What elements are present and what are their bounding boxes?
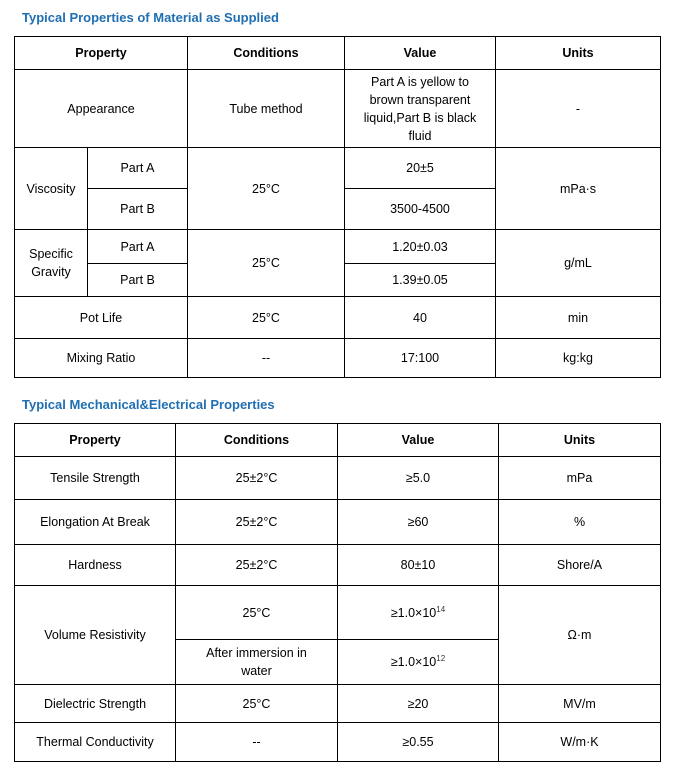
dielectric-property: Dielectric Strength bbox=[15, 685, 176, 723]
volume-resistivity-conditions-1: 25°C bbox=[176, 586, 338, 640]
viscosity-part-a: Part A bbox=[88, 148, 188, 189]
hardness-property: Hardness bbox=[15, 545, 176, 586]
volume-resistivity-conditions-2: After immersion in water bbox=[176, 640, 338, 685]
viscosity-units: mPa·s bbox=[496, 148, 661, 230]
header-property: Property bbox=[15, 424, 176, 457]
value-base: ≥1.0×10 bbox=[390, 655, 437, 669]
volume-resistivity-value-2 bbox=[338, 640, 499, 685]
viscosity-property: Viscosity bbox=[15, 148, 88, 230]
mechanical-section-title: Typical Mechanical&Electrical Properties bbox=[22, 397, 275, 412]
value-exponent: 12 bbox=[436, 653, 446, 663]
thermal-units: W/m·K bbox=[499, 723, 661, 762]
thermal-property: Thermal Conductivity bbox=[15, 723, 176, 762]
appearance-conditions: Tube method bbox=[188, 70, 345, 148]
elongation-conditions: 25±2°C bbox=[176, 500, 338, 545]
viscosity-part-b: Part B bbox=[88, 189, 188, 230]
table-header-row bbox=[15, 424, 661, 457]
specific-gravity-value-a: 1.20±0.03 bbox=[345, 230, 496, 264]
table-row bbox=[15, 586, 661, 640]
table-row bbox=[15, 685, 661, 723]
header-value: Value bbox=[338, 424, 499, 457]
table-row bbox=[15, 70, 661, 148]
hardness-value: 80±10 bbox=[338, 545, 499, 586]
thermal-value: ≥0.55 bbox=[338, 723, 499, 762]
specific-gravity-part-a: Part A bbox=[88, 230, 188, 264]
table-row bbox=[15, 297, 661, 339]
header-conditions: Conditions bbox=[176, 424, 338, 457]
table-row bbox=[15, 723, 661, 762]
table-row bbox=[15, 230, 661, 264]
table-row bbox=[15, 148, 661, 189]
appearance-units: - bbox=[496, 70, 661, 148]
appearance-value: Part A is yellow to brown transparent liquid,Part B is black fluid bbox=[345, 70, 496, 148]
mixing-ratio-property: Mixing Ratio bbox=[15, 339, 188, 378]
thermal-conditions: -- bbox=[176, 723, 338, 762]
mixing-ratio-conditions: -- bbox=[188, 339, 345, 378]
header-units: Units bbox=[499, 424, 661, 457]
dielectric-value: ≥20 bbox=[338, 685, 499, 723]
header-conditions: Conditions bbox=[188, 37, 345, 70]
table-header-row bbox=[15, 37, 661, 70]
specific-gravity-conditions: 25°C bbox=[188, 230, 345, 297]
tensile-value: ≥5.0 bbox=[338, 457, 499, 500]
dielectric-units: MV/m bbox=[499, 685, 661, 723]
elongation-units: % bbox=[499, 500, 661, 545]
volume-resistivity-value-1 bbox=[338, 586, 499, 640]
table-row bbox=[15, 500, 661, 545]
appearance-property: Appearance bbox=[15, 70, 188, 148]
viscosity-value-a: 20±5 bbox=[345, 148, 496, 189]
table-row bbox=[15, 457, 661, 500]
hardness-conditions: 25±2°C bbox=[176, 545, 338, 586]
value-base: ≥1.0×10 bbox=[390, 605, 437, 620]
pot-life-property: Pot Life bbox=[15, 297, 188, 339]
viscosity-value-b: 3500-4500 bbox=[345, 189, 496, 230]
header-units: Units bbox=[496, 37, 661, 70]
tensile-units: mPa bbox=[499, 457, 661, 500]
material-section-title: Typical Properties of Material as Supplied bbox=[22, 10, 279, 25]
viscosity-conditions: 25°C bbox=[188, 148, 345, 230]
tensile-property: Tensile Strength bbox=[15, 457, 176, 500]
specific-gravity-part-b: Part B bbox=[88, 264, 188, 297]
specific-gravity-units: g/mL bbox=[496, 230, 661, 297]
tensile-conditions: 25±2°C bbox=[176, 457, 338, 500]
mixing-ratio-units: kg:kg bbox=[496, 339, 661, 378]
mechanical-electrical-table bbox=[14, 423, 661, 762]
specific-gravity-property: Specific Gravity bbox=[15, 230, 88, 297]
volume-resistivity-property: Volume Resistivity bbox=[15, 586, 176, 685]
volume-resistivity-units: Ω·m bbox=[499, 586, 661, 685]
hardness-units: Shore/A bbox=[499, 545, 661, 586]
elongation-value: ≥60 bbox=[338, 500, 499, 545]
pot-life-value: 40 bbox=[345, 297, 496, 339]
pot-life-units: min bbox=[496, 297, 661, 339]
dielectric-conditions: 25°C bbox=[176, 685, 338, 723]
pot-life-conditions: 25°C bbox=[188, 297, 345, 339]
mixing-ratio-value: 17:100 bbox=[345, 339, 496, 378]
table-row bbox=[15, 339, 661, 378]
value-exponent: 14 bbox=[436, 604, 446, 614]
elongation-property: Elongation At Break bbox=[15, 500, 176, 545]
table-row bbox=[15, 545, 661, 586]
specific-gravity-value-b: 1.39±0.05 bbox=[345, 264, 496, 297]
header-property: Property bbox=[15, 37, 188, 70]
material-properties-table bbox=[14, 36, 661, 378]
header-value: Value bbox=[345, 37, 496, 70]
